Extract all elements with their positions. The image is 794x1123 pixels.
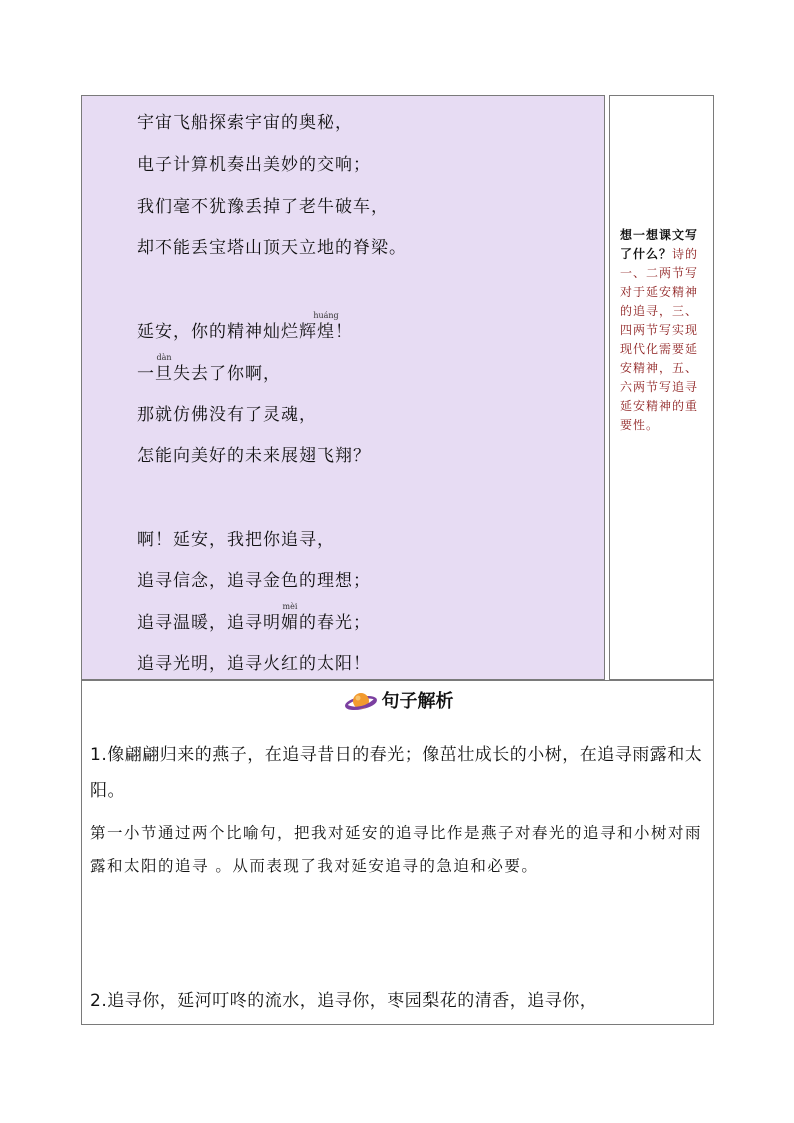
analysis-title: 句子解析 — [381, 691, 454, 712]
poem-line: 却不能丢宝塔山顶天立地的脊梁。 — [137, 238, 407, 258]
ruby-char — [281, 602, 299, 633]
poem-line: 追寻信念，追寻金色的理想； — [137, 571, 371, 591]
poem-text: 一 — [137, 364, 155, 384]
sentence-1: 1.像翩翩归来的燕子，在追寻昔日的春光；像茁壮成长的小树，在追寻雨露和太阳。 — [90, 745, 703, 801]
ruby-base: 煌 — [317, 322, 335, 342]
ruby-base: 媚 — [281, 613, 299, 633]
poem-panel — [81, 95, 605, 680]
pinyin: dàn — [156, 353, 172, 362]
analysis-heading — [82, 687, 715, 717]
poem-line: 那就仿佛没有了灵魂， — [137, 405, 317, 425]
poem-line: 宇宙飞船探索宇宙的奥秘， — [137, 113, 353, 133]
side-question: 想一想课文写了什么？ — [620, 228, 699, 261]
ruby-base: 旦 — [155, 364, 173, 384]
side-answer: 诗的一、二两节写对于延安精神的追寻，三、四两节写实现现代化需要延安精神，五、六两节写追寻延安精神的重要性。 — [620, 247, 699, 432]
poem-line-with-ruby — [137, 311, 353, 342]
poem-text: 失去了你啊， — [173, 364, 281, 384]
pinyin: huáng — [313, 311, 339, 320]
poem-text: 延安，你的精神灿烂辉 — [137, 322, 317, 342]
poem-line-with-ruby — [137, 353, 281, 384]
planet-icon — [344, 688, 378, 716]
pinyin: mèi — [282, 602, 298, 611]
ruby-char — [313, 311, 339, 342]
poem-line: 我们毫不犹豫丢掉了老牛破车， — [137, 197, 389, 217]
sentence-1-analysis: 第一小节通过两个比喻句，把我对延安的追寻比作是燕子对春光的追寻和小树对雨露和太阳的追寻 。从而表现了我对延安追寻的急迫和必要。 — [90, 824, 703, 875]
poem-text: ！ — [335, 322, 353, 342]
analysis-panel — [81, 680, 714, 1025]
poem-text: 的春光； — [299, 613, 371, 633]
poem-line: 啊！延安，我把你追寻， — [137, 530, 335, 550]
side-note-panel — [609, 95, 714, 680]
poem-line-with-ruby — [137, 602, 371, 633]
sentence-2: 2.追寻你，延河叮咚的流水，追寻你，枣园梨花的清香，追寻你， — [90, 991, 598, 1011]
poem-line: 电子计算机奏出美妙的交响； — [137, 155, 371, 175]
poem-text: 追寻温暖，追寻明 — [137, 613, 281, 633]
poem-line: 追寻光明，追寻火红的太阳！ — [137, 654, 371, 674]
ruby-char — [155, 353, 173, 384]
poem-line: 怎能向美好的未来展翅飞翔？ — [137, 446, 371, 466]
side-note — [620, 226, 706, 435]
